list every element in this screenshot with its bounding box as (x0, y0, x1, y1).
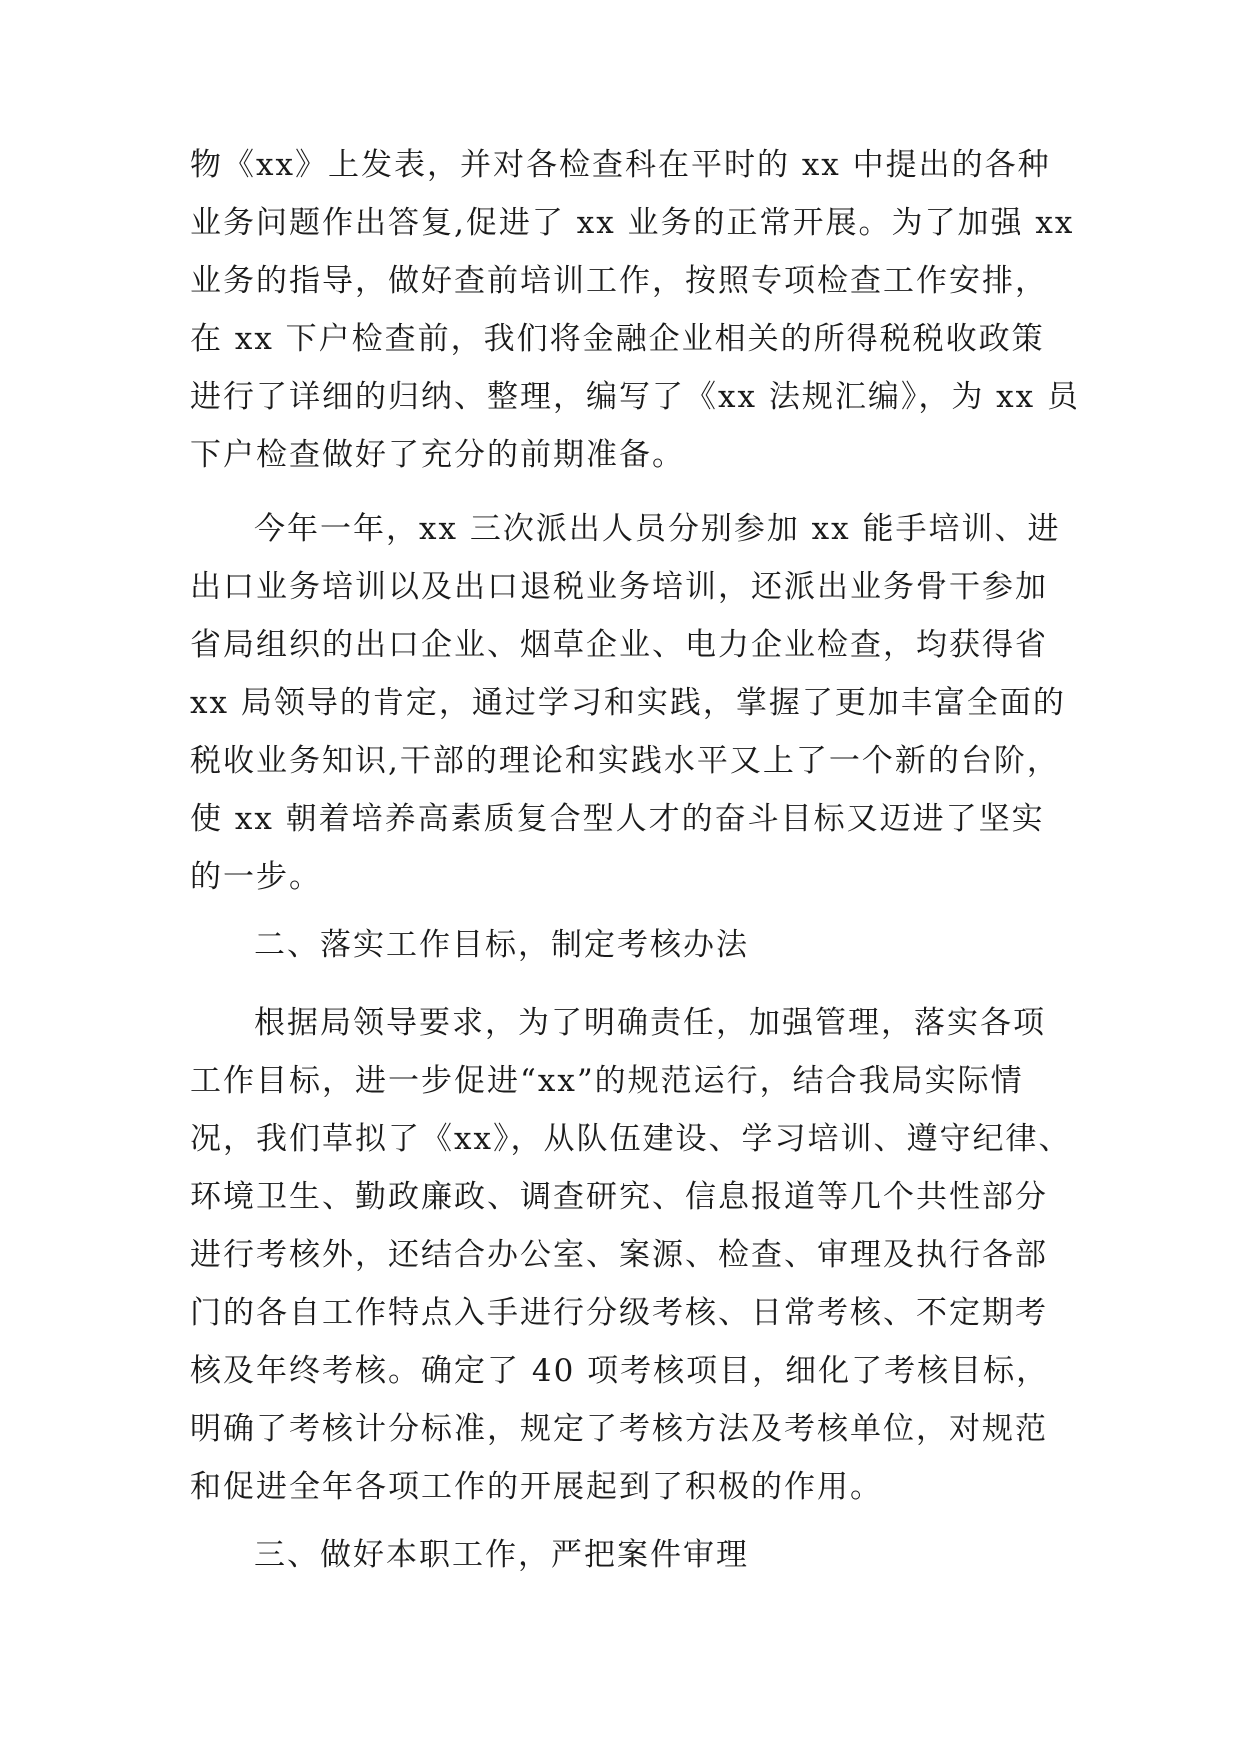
text-line: 明确了考核计分标准，规定了考核方法及考核单位，对规范 (190, 1411, 1048, 1447)
section-heading: 三、做好本职工作，严把案件审理 (254, 1537, 749, 1573)
text-line: 进行考核外，还结合办公室、案源、检查、审理及执行各部 (190, 1237, 1048, 1273)
text-line: 门的各自工作特点入手进行分级考核、日常考核、不定期考 (190, 1295, 1048, 1331)
text-line: 物《xx》上发表，并对各检查科在平时的 xx 中提出的各种 (190, 147, 1051, 183)
text-line: 况，我们草拟了《xx》，从队伍建设、学习培训、遵守纪律、 (190, 1121, 1072, 1157)
text-line: 业务问题作出答复,促进了 xx 业务的正常开展。为了加强 xx (190, 205, 1075, 241)
text-line: 在 xx 下户检查前，我们将金融企业相关的所得税税收政策 (190, 321, 1045, 357)
text-line: 省局组织的出口企业、烟草企业、电力企业检查，均获得省 (190, 627, 1048, 663)
paragraph-first-line: 今年一年，xx 三次派出人员分别参加 xx 能手培训、进 (254, 511, 1061, 547)
text-line: 核及年终考核。确定了 40 项考核项目，细化了考核目标， (190, 1353, 1050, 1389)
text-line: 业务的指导，做好查前培训工作，按照专项检查工作安排， (190, 263, 1048, 299)
text-line: 下户检查做好了充分的前期准备。 (190, 437, 685, 473)
text-line: 和促进全年各项工作的开展起到了积极的作用。 (190, 1469, 883, 1505)
text-line: xx 局领导的肯定，通过学习和实践，掌握了更加丰富全面的 (190, 685, 1066, 721)
text-line: 工作目标，进一步促进“xx”的规范运行，结合我局实际情 (190, 1063, 1024, 1099)
section-heading: 二、落实工作目标，制定考核办法 (254, 927, 749, 963)
text-line: 环境卫生、勤政廉政、调查研究、信息报道等几个共性部分 (190, 1179, 1048, 1215)
text-line: 进行了详细的归纳、整理，编写了《xx 法规汇编》，为 xx 员 (190, 379, 1080, 415)
text-line: 税收业务知识,干部的理论和实践水平又上了一个新的台阶， (190, 743, 1060, 779)
text-line: 出口业务培训以及出口退税业务培训，还派出业务骨干参加 (190, 569, 1048, 605)
text-line: 的一步。 (190, 859, 322, 895)
text-line: 使 xx 朝着培养高素质复合型人才的奋斗目标又迈进了坚实 (190, 801, 1045, 837)
paragraph-first-line: 根据局领导要求，为了明确责任，加强管理，落实各项 (254, 1005, 1046, 1041)
